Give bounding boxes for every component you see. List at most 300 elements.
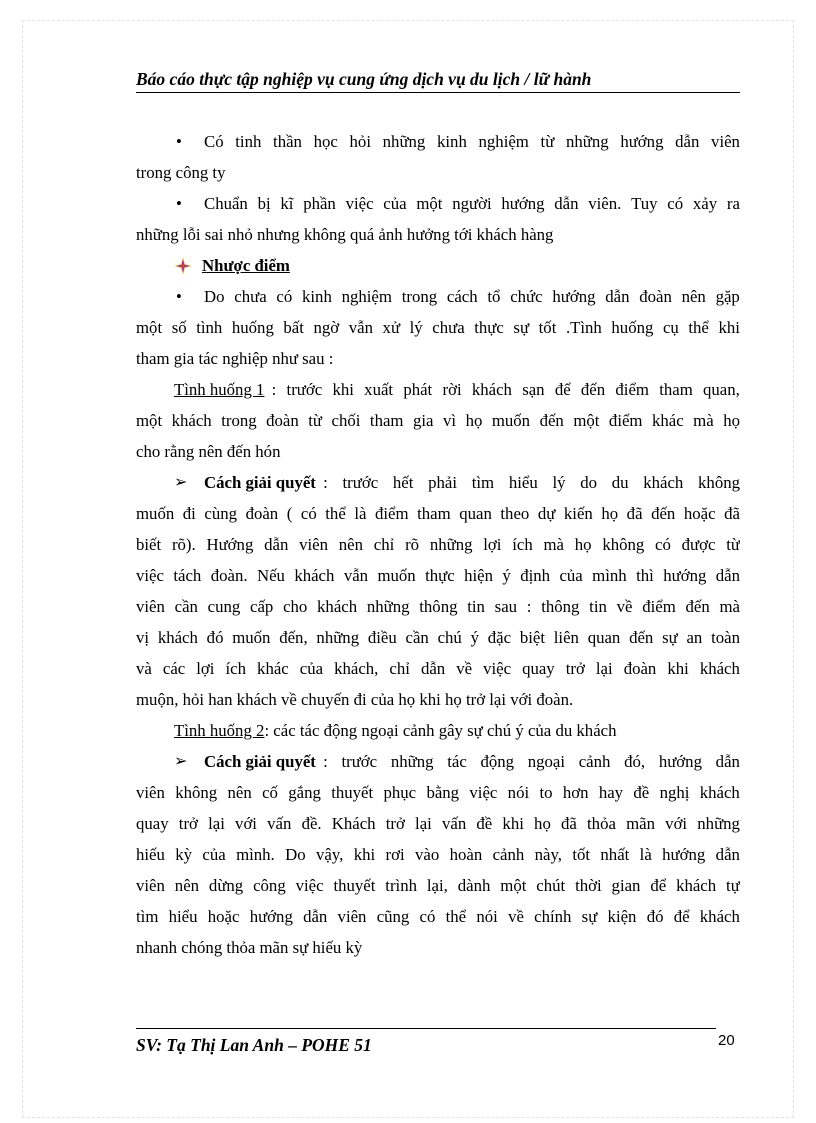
word: về [456,659,473,678]
situation-1-label: Tình huống 1 [174,380,265,399]
word: người [452,194,492,213]
word: này, [534,845,562,864]
word: muốn [491,411,531,430]
word: Hướng [206,535,254,554]
word: cảnh [578,752,611,771]
paragraph-line [136,529,740,560]
word: to [539,783,553,802]
word: những [366,597,410,616]
word: ra [726,194,740,213]
word: thời [575,876,602,895]
section-heading [136,250,740,281]
arrow-bullet-icon: ➢ [174,753,188,770]
word: trở [385,814,405,833]
solution-1-line-2 [136,498,740,529]
word: lợi [483,535,502,554]
word: thực [425,566,455,585]
word: muốn [232,628,271,647]
word: thông [541,597,580,616]
word: thể [325,504,346,523]
word: khi [502,814,524,833]
word: gặp [715,287,740,306]
word: Do [204,287,225,306]
word: kỳ [175,845,193,864]
word: hoặc [207,907,240,926]
word: đến [580,380,606,399]
word: lý [409,318,423,337]
word: một [500,876,527,895]
word: Chuẩn [204,194,248,213]
word: về [508,907,524,926]
word: khi [332,380,354,399]
word: hoàn [449,845,483,864]
word: nên [174,876,200,895]
word: thực [474,318,504,337]
word: trước [286,380,323,399]
word: của [559,566,583,585]
word: đó [206,628,224,647]
word: phát [403,380,433,399]
word: quay [522,659,555,678]
paragraph-line [136,653,740,684]
word: hướng [249,907,293,926]
paragraph-line [136,312,740,343]
word: khác [651,411,684,430]
solution-2-line-5 [136,870,740,901]
word: đề [633,783,650,802]
word: liên [553,628,579,647]
word: trong [221,411,257,430]
word: huống [611,318,654,337]
solution-1-line-8: muộn, hỏi han khách về chuyến đi của họ khi họ trở lại với đoàn. [136,690,574,709]
bullet-icon: • [176,132,182,151]
word: tham [369,411,404,430]
word: gian [611,876,641,895]
page-number: 20 [718,1032,735,1049]
word: quay [136,814,169,833]
word: một [136,318,163,337]
word: hơn [562,783,589,802]
paragraph-line [136,436,740,467]
word: đến [651,504,676,523]
word: mà [719,597,740,616]
word: xử [382,318,401,337]
situation-1-line-2 [136,405,740,436]
word: tình [196,318,223,337]
word: ích [512,535,533,554]
paragraph-line [136,839,740,870]
word: và [136,659,152,678]
solution-1-line-7 [136,653,740,684]
word: chính [534,907,572,926]
word: viên [299,535,329,554]
word: sự [513,318,530,337]
word: nghị [659,783,690,802]
word: trong [401,287,438,306]
word: rời [442,380,462,399]
word: theo [500,504,530,523]
word: khi [667,659,689,678]
word: nên [227,783,252,802]
word: dẫn [605,287,630,306]
solution-1-line-6 [136,622,740,653]
word: sạn [522,380,545,399]
word: cách [446,287,478,306]
word: để [650,876,667,895]
word: dành [457,876,491,895]
word: : [318,473,328,492]
word: trở [178,814,198,833]
word: số [171,318,187,337]
word: nghiệm [478,132,529,151]
word: huống [231,318,274,337]
document-body [136,126,740,963]
word: rõ [405,535,420,554]
word: đến [539,411,564,430]
word: viên. [588,194,622,213]
word: là [639,845,652,864]
word: chức [510,287,543,306]
word: từ [540,132,555,151]
bullet-1-line-1 [204,126,740,157]
word: mà [693,411,714,430]
word: điểm [642,597,676,616]
word: Tuy [631,194,658,213]
word: dẫn [303,907,328,926]
footer-author: SV: Tạ Thị Lan Anh – POHE 51 [136,1035,372,1055]
word: có [667,194,684,213]
word: chỉ [373,535,395,554]
word: mình. [236,845,275,864]
word: lại [208,814,225,833]
word: những [697,814,740,833]
word: Có [204,132,224,151]
paragraph-line [136,746,740,777]
word: sau [494,597,518,616]
word: ngờ [313,318,340,337]
word: thuyết [331,783,374,802]
word: dẫn [675,132,700,151]
solution-2-line-4 [136,839,740,870]
word: thỏa [587,814,616,833]
word: đoàn [245,504,279,523]
word: chỉ [389,659,410,678]
word: tham [417,504,451,523]
word: họ [465,411,483,430]
word: biệt [519,628,545,647]
solution-1-label: Cách giải quyết [204,473,316,492]
word: đó [646,907,664,926]
word: việc [469,783,498,802]
word: các [162,659,186,678]
word: hiểu [168,907,198,926]
word: khách [171,411,212,430]
word: có [276,287,293,306]
page-header: Báo cáo thực tập nghiệp vụ cung ứng dịch vụ du lịch / lữ hành [136,68,740,93]
word: đến [629,628,654,647]
word: kinh [437,132,467,151]
word: đã [626,504,643,523]
word: : [526,597,532,616]
footer-divider [136,1028,716,1029]
word: của [383,194,407,213]
word: bất [283,318,304,337]
word: tìm [136,907,159,926]
word: một [573,411,600,430]
word: có [655,535,671,554]
word: muốn [377,566,416,585]
word: thể [688,318,709,337]
word: dẫn [715,566,740,585]
paragraph-line [136,126,740,157]
word: Do [285,845,306,864]
paragraph-line [136,498,740,529]
word: phục [383,783,417,802]
paragraph-line [136,870,740,901]
word: họ [601,504,619,523]
word: ích [225,659,247,678]
word: để [554,380,571,399]
word: viên [337,907,367,926]
arrow-bullet-icon: ➢ [174,474,188,491]
word: hoặc [683,504,716,523]
word: Nếu [256,566,285,585]
word: việc [136,566,164,585]
word: dẫn [715,752,740,771]
word: tổ [487,287,501,306]
word: việc [345,194,374,213]
word: hướng [662,845,706,864]
word: một [416,194,443,213]
word: tìm [471,473,495,492]
paragraph-line [136,901,740,932]
word: hiện [464,566,494,585]
word: hay [598,783,624,802]
word: tốt [572,845,591,864]
word: nghiệm [341,287,392,306]
word: ( [286,504,293,523]
paragraph-line [136,467,740,498]
word: trở [565,659,585,678]
word: .Tình [565,318,602,337]
word: cần [405,628,429,647]
word: kinh [302,287,332,306]
word: kĩ [280,194,294,213]
word: khách [157,628,198,647]
bullet-3-line-2 [136,312,740,343]
word: những [316,628,360,647]
word: quan, [703,380,740,399]
paragraph-line [136,405,740,436]
word: vấn [267,814,292,833]
word: có [300,504,317,523]
word: đoàn [639,287,672,306]
word: hiểu [508,473,538,492]
word: xảy [692,194,718,213]
word: khác [257,659,289,678]
word: khách [294,566,335,585]
word: hết [392,473,414,492]
paragraph-line [136,808,740,839]
word: chút [536,876,566,895]
paragraph-line [136,157,740,188]
four-point-star-icon [174,250,202,281]
word: cần [174,597,198,616]
word: vì [443,411,457,430]
word: trước [342,473,379,492]
word: dẫn [420,659,446,678]
word: ý [470,628,479,647]
word: cấp [250,597,274,616]
word: dự [537,504,556,523]
word: kiến [563,504,593,523]
word: lại [415,814,432,833]
word: khi [353,845,376,864]
paragraph-line [136,932,740,963]
bullet-3-line-3: tham gia tác nghiệp như sau : [136,349,334,368]
word: những [429,535,473,554]
word: đến, [279,628,308,647]
word: cố [262,783,278,802]
paragraph-line [136,281,740,312]
word: khách [676,876,717,895]
word: thì [636,566,654,585]
word: phải [428,473,457,492]
word: tham [659,380,693,399]
word: không [175,783,218,802]
solution-1-line-4 [136,560,740,591]
word: gia [412,411,434,430]
word: dẫn [264,535,289,554]
word: không [698,473,740,492]
paragraph-line [136,622,740,653]
word: viên [136,783,165,802]
word: tin [467,597,485,616]
word: : [267,380,277,399]
word: hướng [552,287,596,306]
word: bị [257,194,271,213]
word: với [665,814,688,833]
word: quan [459,504,492,523]
bullet-2-line-2: những lỗi sai nhỏ nhưng không quá ảnh hưởng tới khách hàng [136,225,554,244]
word: họ [534,814,551,833]
word: thuyết [333,876,376,895]
bullet-2-line-1 [204,188,740,219]
word: chưa [432,318,465,337]
solution-2-line-7: nhanh chóng thỏa mãn sự hiếu kỳ [136,938,363,957]
word: đã [724,504,740,523]
word: học [313,132,338,151]
paragraph-line [136,591,740,622]
bullet-3-line-1 [204,281,740,312]
word: viên [136,597,165,616]
word: vẫn [343,566,369,585]
word: đoàn. [210,566,248,585]
word: sự [662,628,678,647]
word: lý [552,473,566,492]
word: cụ [662,318,679,337]
word: đến [685,597,710,616]
word: mãn [626,814,655,833]
word: trước [341,752,378,771]
word: điều [367,628,397,647]
situation-1-line-1 [267,374,740,405]
situation-2-line-1: : các tác động ngoại cảnh gây sự chú ý của du khách [264,721,617,740]
word: : [318,752,328,771]
paragraph-line [136,188,740,219]
word: dẫn [554,194,579,213]
word: trình [385,876,417,895]
word: ngoại [527,752,566,771]
paragraph-line [136,560,740,591]
word: đoàn [623,659,657,678]
word: đề [476,814,493,833]
word: khách, [334,659,379,678]
word: động [480,752,515,771]
word: với [235,814,257,833]
word: việc [295,876,324,895]
word: khách [699,907,740,926]
word: nói [476,907,498,926]
paragraph-line [136,219,740,250]
word: vấn [442,814,467,833]
word: tin [589,597,607,616]
word: hướng [663,566,707,585]
word: khi [718,318,740,337]
word: điểm [375,504,409,523]
word: được [681,535,716,554]
word: đi [182,504,196,523]
word: phần [303,194,336,213]
word: một [136,411,163,430]
word: vẫn [348,318,373,337]
word: thể [445,907,467,926]
word: hướng [501,194,545,213]
word: điểm [608,411,643,430]
word: nên [681,287,706,306]
bullet-1-line-2: trong công ty [136,163,226,182]
word: vào [415,845,440,864]
word: mà [543,535,565,554]
word: khách [317,597,358,616]
word: thông [419,597,458,616]
word: khách [643,473,684,492]
word: họ [574,535,592,554]
word: là [354,504,367,523]
word: cùng [204,504,238,523]
solution-1-line-1 [319,467,740,498]
word: nên [338,535,364,554]
word: của [299,659,324,678]
paragraph-line [136,684,740,715]
word: quan [587,628,621,647]
word: do [580,473,598,492]
word: dừng [208,876,244,895]
word: đặc [487,628,512,647]
word: có [419,907,436,926]
solution-1-line-5 [136,591,740,622]
word: từ [726,535,740,554]
word: những [382,132,426,151]
word: kiện [607,907,637,926]
solution-2-line-2 [136,777,740,808]
word: việc [483,659,512,678]
word: vậy, [316,845,344,864]
word: nhất [600,845,630,864]
word: tác [447,752,467,771]
word: hướng [658,752,702,771]
word: của [202,845,226,864]
